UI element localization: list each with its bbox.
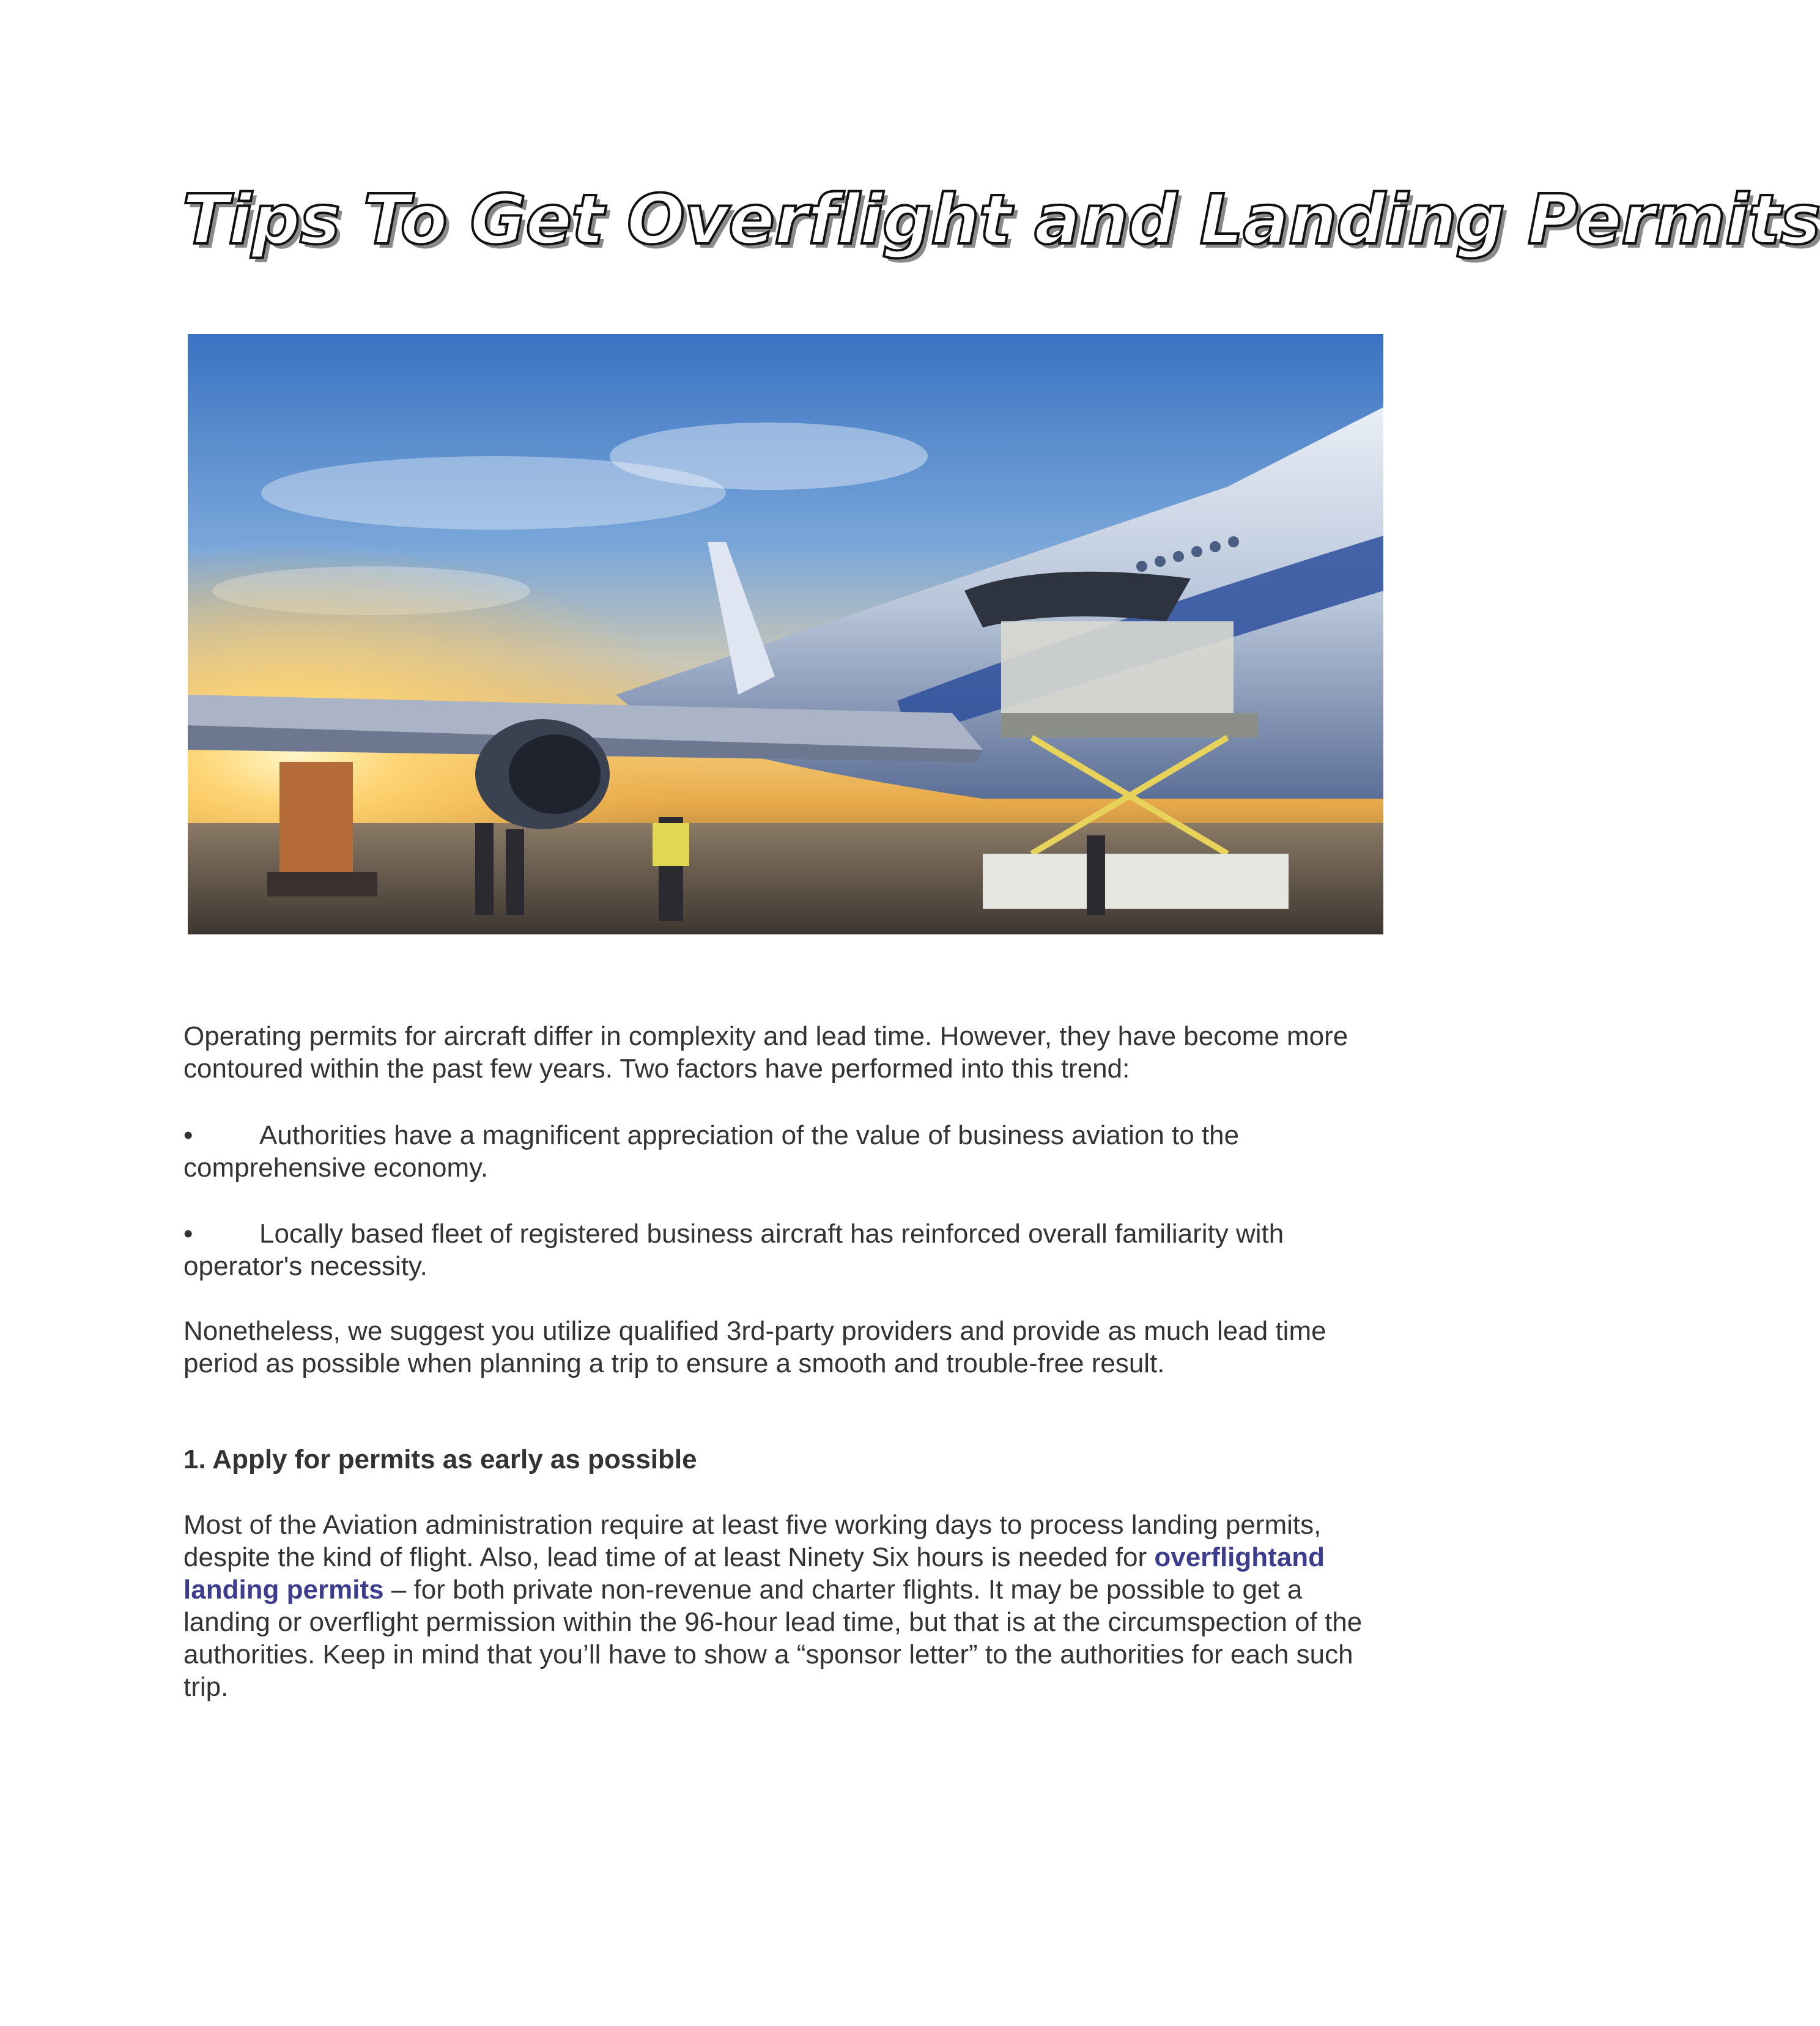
bullet-marker: • [183, 1120, 193, 1150]
section-heading: 1. Apply for permits as early as possible [183, 1444, 697, 1474]
paragraph-text: – for both private non-revenue and charter flights. It may be possible to get a landing or overflight permission within the 96-hour lead time, but that is at the circumspection of the authorities. Keep in mind that you’ll have to show a “sponsor letter” to the authorities for each such trip. [183, 1575, 1363, 1702]
bullet-text: Authorities have a magnificent appreciation of the value of business aviation to the comprehensive economy. [183, 1120, 1240, 1183]
section-paragraph [183, 1509, 1382, 1703]
hero-image [188, 334, 1383, 934]
bullet-item [183, 1218, 1382, 1282]
overflight-permits-link[interactable]: overflightand landing permits [183, 1542, 1325, 1605]
intro-paragraph: Operating permits for aircraft differ in complexity and lead time. However, they have become more contoured within the past few years. Two factors have performed into this trend: [183, 1021, 1348, 1084]
page-title: Tips To Get Overflight and Landing Permits [182, 180, 1820, 260]
bullet-marker: • [183, 1219, 193, 1249]
bullet-text: Locally based fleet of registered business aircraft has reinforced overall familiarity with operator's necessity. [183, 1219, 1284, 1281]
aircraft-loading-illustration [188, 334, 1383, 934]
paragraph-text: Most of the Aviation administration require at least five working days to process landing permits, despite the kind of flight. Also, lead time of at least Ninety Six hours is needed for [183, 1510, 1322, 1572]
recommendation-paragraph: Nonetheless, we suggest you utilize qualified 3rd-party providers and provide as much lead time period as possible when planning a trip to ensure a smooth and trouble-free result. [183, 1316, 1326, 1378]
bullet-item [183, 1119, 1382, 1184]
